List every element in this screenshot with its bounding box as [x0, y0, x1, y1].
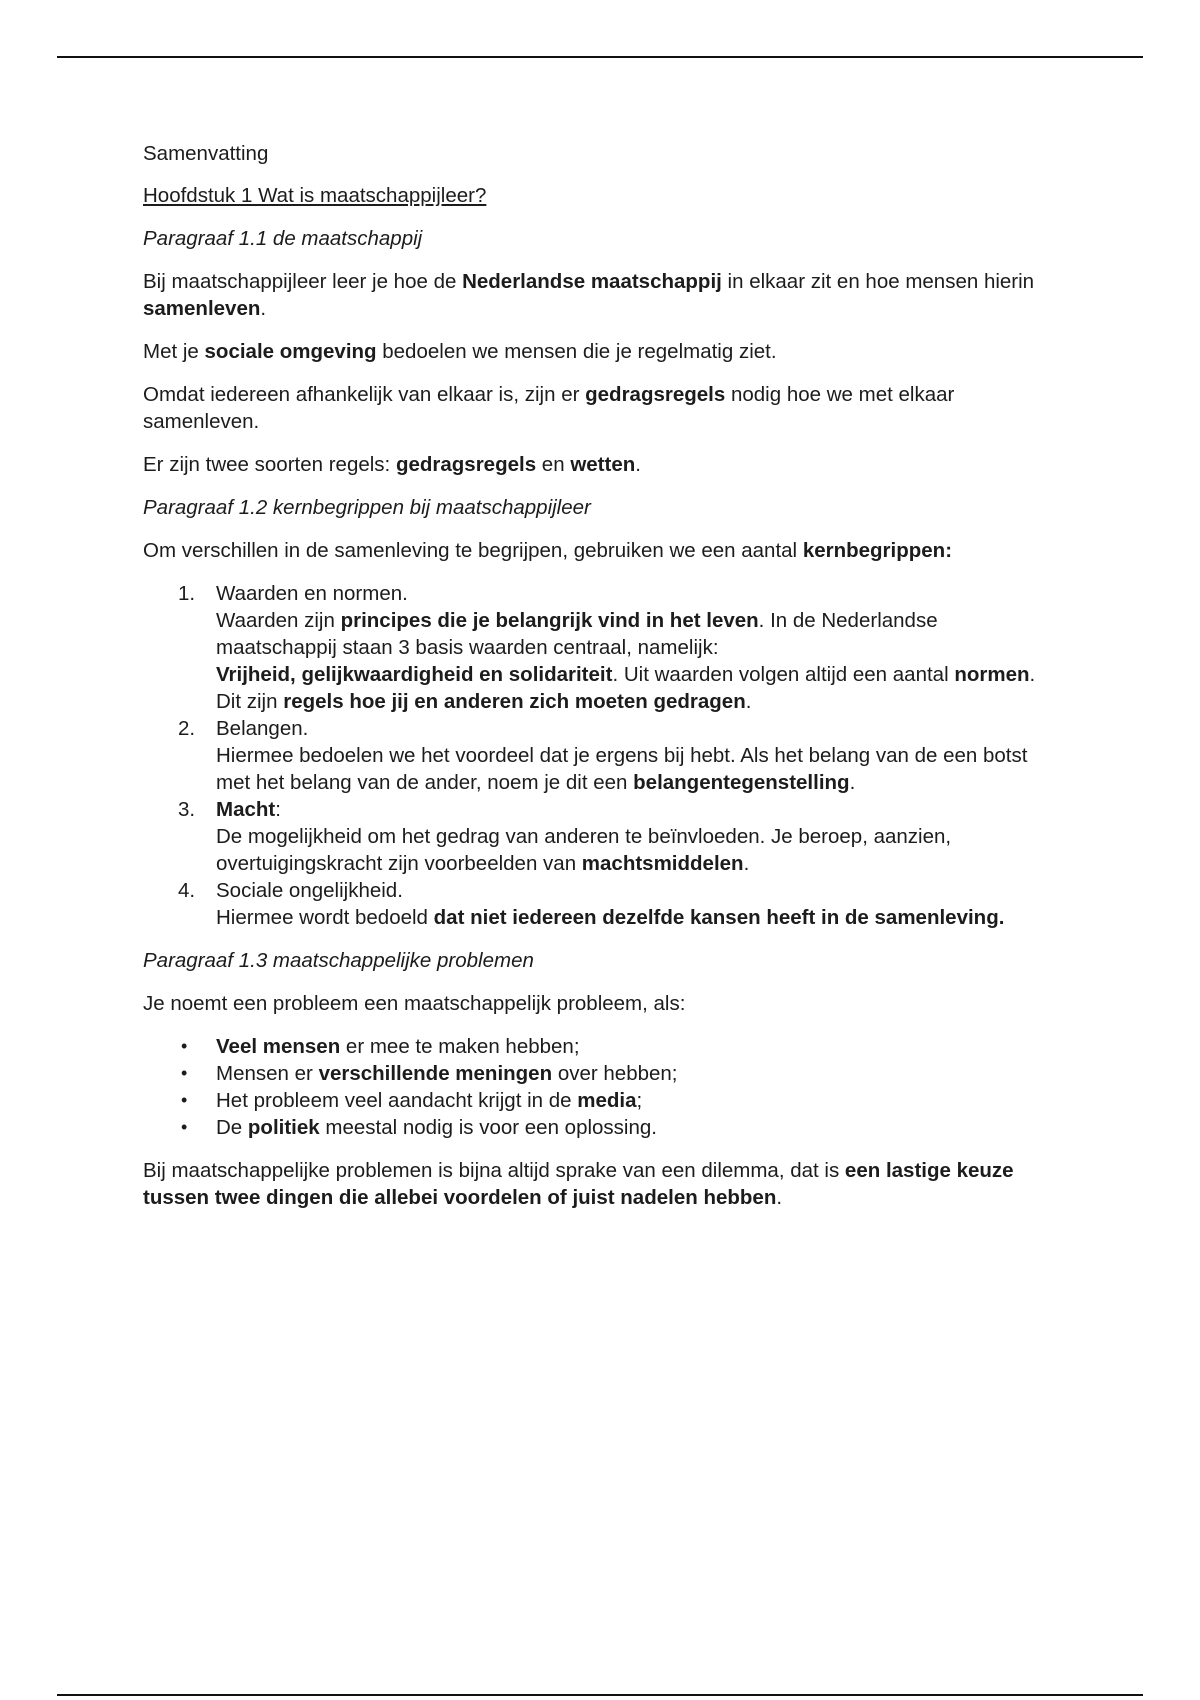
paragraph-society: Bij maatschappijleer leer je hoe de Nederlandse maatschappij in elkaar zit en hoe mensen hierin samenleven. — [143, 270, 1035, 320]
list-number: 3. — [178, 798, 196, 821]
document-title: Samenvatting — [143, 142, 269, 165]
footer-rule — [57, 1694, 1143, 1696]
list-item: • Het probleem veel aandacht krijgt in de media; — [181, 1089, 643, 1112]
list-item: • De politiek meestal nodig is voor een oplossing. — [181, 1116, 657, 1139]
section-heading-1-3: Paragraaf 1.3 maatschappelijke problemen — [143, 949, 534, 972]
chapter-heading: Hoofdstuk 1 Wat is maatschappijleer? — [143, 184, 487, 207]
list-item-text: Waarden zijn principes die je belangrijk vind in het leven. In de Nederlandse maatschappij staan 3 basis waarden centraal, namelijk: Vrijheid, gelijkwaardigheid en solidariteit. Uit waarden volgen altijd een aantal normen. Dit zijn regels hoe jij en anderen zich moeten gedragen. — [216, 609, 1036, 713]
list-item-title: Waarden en normen. — [216, 582, 408, 605]
list-item-title: Sociale ongelijkheid. — [216, 879, 403, 902]
list-item: • Veel mensen er mee te maken hebben; — [181, 1035, 580, 1058]
section-heading-1-1: Paragraaf 1.1 de maatschappij — [143, 227, 423, 250]
bullet-icon: • — [181, 1090, 188, 1110]
paragraph-rule-types: Er zijn twee soorten regels: gedragsregels en wetten. — [143, 453, 641, 476]
document-body — [143, 140, 1063, 1227]
list-number: 4. — [178, 879, 196, 902]
list-number: 2. — [178, 717, 196, 740]
list-item-text: Hiermee wordt bedoeld dat niet iedereen dezelfde kansen heeft in de samenleving. — [216, 906, 1005, 929]
bullet-icon: • — [181, 1063, 188, 1083]
paragraph-problem-intro: Je noemt een probleem een maatschappelijk probleem, als: — [143, 992, 686, 1015]
header-rule — [57, 56, 1143, 58]
paragraph-social-environment: Met je sociale omgeving bedoelen we mensen die je regelmatig ziet. — [143, 340, 777, 363]
problem-criteria-list — [143, 1033, 1063, 1141]
list-item-title: Macht: — [216, 798, 281, 821]
list-item — [143, 580, 1063, 715]
list-item — [143, 796, 1063, 877]
paragraph-rules-of-conduct: Omdat iedereen afhankelijk van elkaar is, zijn er gedragsregels nodig hoe we met elkaar samenleven. — [143, 383, 955, 433]
list-item: • Mensen er verschillende meningen over hebben; — [181, 1062, 678, 1085]
section-heading-1-2: Paragraaf 1.2 kernbegrippen bij maatschappijleer — [143, 496, 591, 519]
bullet-icon: • — [181, 1117, 188, 1137]
paragraph-dilemma: Bij maatschappelijke problemen is bijna altijd sprake van een dilemma, dat is een lastige keuze tussen twee dingen die allebei voordelen of juist nadelen hebben. — [143, 1159, 1014, 1209]
list-item — [143, 715, 1063, 796]
list-item-text: Hiermee bedoelen we het voordeel dat je ergens bij hebt. Als het belang van de een botst met het belang van de ander, noem je dit een belangentegenstelling. — [216, 744, 1028, 794]
paragraph-core-concepts-intro: Om verschillen in de samenleving te begrijpen, gebruiken we een aantal kernbegrippen: — [143, 539, 953, 562]
list-item-text: De mogelijkheid om het gedrag van anderen te beïnvloeden. Je beroep, aanzien, overtuigingskracht zijn voorbeelden van machtsmiddelen. — [216, 825, 952, 875]
core-concepts-list — [143, 580, 1063, 931]
list-item — [143, 877, 1063, 931]
list-number: 1. — [178, 582, 196, 605]
list-item-title: Belangen. — [216, 717, 309, 740]
bullet-icon: • — [181, 1036, 188, 1056]
